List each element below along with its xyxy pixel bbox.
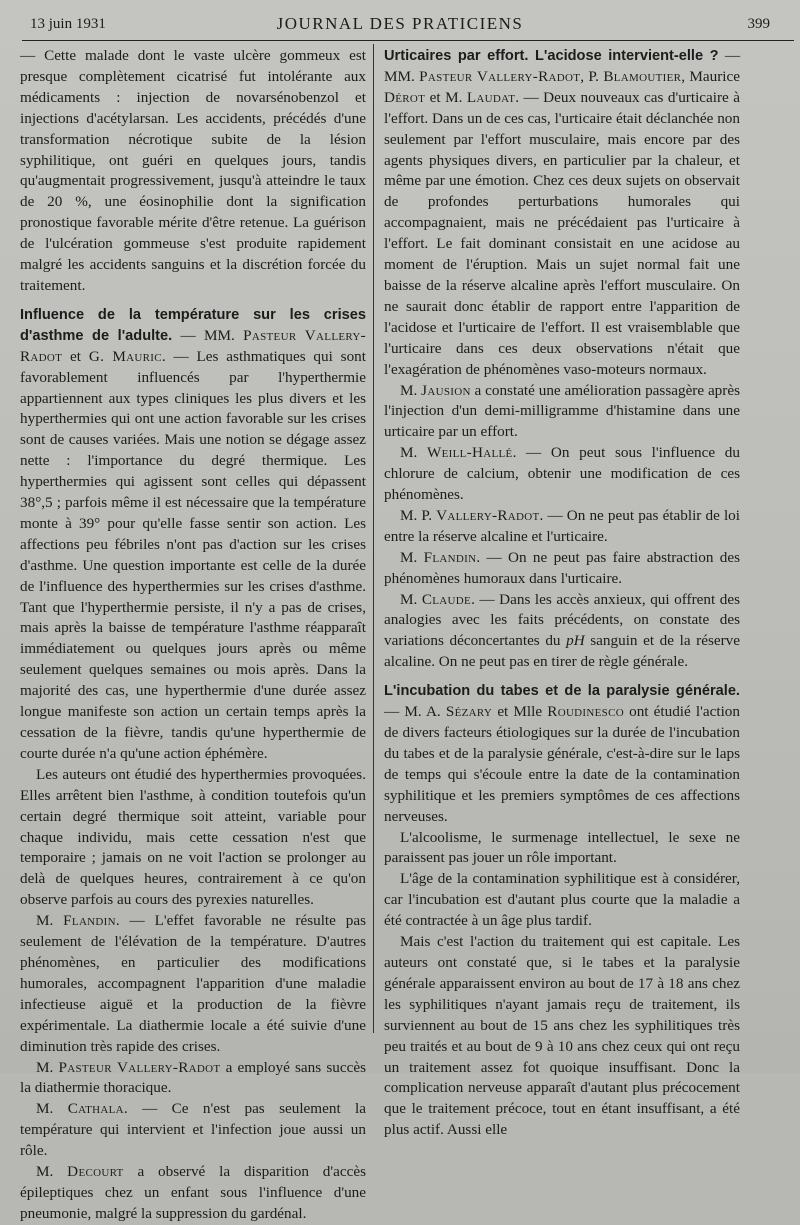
text-fragment: . — Dans les accès anxieux, qui offrent des analogies avec les faits précédents, on constate des variations déconcertantes du: [384, 590, 740, 650]
author-name: Pasteur Vallery-Radot: [20, 326, 366, 365]
speaker-name: Weill-Hallé: [426, 444, 513, 462]
left-column: [20, 46, 366, 1225]
author-name: Dérot: [384, 88, 426, 106]
text-fragment: a observé la disparition d'accès épileptiques chez un enfant sous l'influence d'une pneumonie, malgré la suppression du gardénal.: [20, 1163, 366, 1222]
paragraph-asthme: [20, 305, 366, 765]
text-fragment: M.: [36, 1163, 68, 1181]
header-rule: [22, 40, 794, 41]
text-fragment: M.: [400, 444, 427, 462]
paragraph-vallery-radot: [384, 506, 740, 548]
column-rule: [373, 44, 374, 1033]
text-fragment: M.: [36, 1100, 68, 1118]
text-fragment: — MM.: [384, 47, 740, 85]
section-heading-asthme: Influence de la température sur les crises d'asthme de l'adulte.: [20, 306, 366, 344]
paragraph-alcoolisme: L'alcoolisme, le surmenage intellectuel, le sexe ne paraissent pas jouer un rôle important.: [384, 828, 740, 867]
speaker-name: Pasteur Vallery-Radot: [58, 1058, 221, 1076]
speaker-name: Vallery-Radot: [436, 506, 540, 524]
speaker-name: Flandin: [423, 548, 477, 566]
author-name: Pasteur Vallery-Radot: [419, 67, 581, 85]
text-fragment: — MM.: [172, 326, 244, 344]
text-fragment: M.: [36, 1058, 59, 1076]
paragraph-incubation: [384, 681, 740, 827]
paragraph-weill-halle: [384, 443, 740, 506]
text-fragment: a constaté une amélioration passagère après l'injection d'un demi-milligramme d'histamine dans une urticaire par un effort.: [384, 381, 740, 441]
section-heading-urticaires: Urticaires par effort. L'acidose intervient-elle ?: [384, 48, 719, 64]
speaker-name: Claude: [421, 590, 472, 608]
text-fragment: . — On peut sous l'influence du chlorure de calcium, obtenir une modification de ces phénomènes.: [384, 444, 740, 504]
ph-term: pH: [566, 632, 585, 650]
text-fragment: et: [62, 347, 89, 365]
text-fragment: M.: [400, 590, 422, 608]
text-fragment: . — L'effet favorable ne résulte pas seulement de l'élévation de la température. D'autres phénomènes, en particulier des modifications humorales, accompagnent l'apparition d'une maladie infectieuse aiguë et la production de la fièvre expérimentale. La diathermie locale a été suivie d'une diminution très rapide des crises.: [20, 912, 366, 1055]
author-name: Roudinesco: [547, 703, 624, 721]
text-fragment: et Mlle: [492, 703, 548, 721]
paragraph-urticaires: [384, 46, 740, 381]
text-fragment: a employé sans succès la diathermie thoracique.: [20, 1058, 366, 1097]
speaker-name: Cathala: [67, 1100, 124, 1118]
paragraph-claude: [384, 590, 740, 674]
text-fragment: ont étudié l'action de divers facteurs étiologiques sur la durée de l'incubation du tabes et de la paralysie générale, c'est-à-dire sur le laps de temps qui s'écoule entre la date de la contamination syphilitique et les premiers symptômes de ces affections nerveuses.: [384, 703, 740, 825]
text-fragment: M. P.: [400, 506, 437, 524]
text-fragment: M.: [400, 381, 422, 399]
text-fragment: . — On ne peut pas faire abstraction des phénomènes humoraux dans l'urticaire.: [384, 548, 740, 587]
page-number: 399: [747, 16, 770, 32]
text-fragment: , Maurice: [681, 67, 741, 85]
paragraph-traitement: Mais c'est l'action du traitement qui est capitale. Les auteurs ont constaté que, si le tabes et la paralysie générale apparaissent environ au bout de 17 à 18 ans chez les syphilitiques n'ayant jamais reçu de traitement, ils surviennent au bout de 15 ans chez les syphilitiques très peu traités et au bout de 9 à 10 ans chez ceux qui ont reçu un traitement assez fot quoique insuffisant. Donc la complication nerveuse apparaît d'autant plus précocement que le traitement précoce, tout en étant insuffisant, a été plus actif. Aussi elle: [384, 933, 740, 1139]
paragraph-pasteur: [20, 1058, 366, 1100]
paragraph-flandin-2: [384, 548, 740, 590]
author-name: Sézary: [445, 703, 493, 721]
right-column: [384, 46, 740, 1141]
text-fragment: M.: [36, 912, 64, 930]
journal-title: JOURNAL DES PRATICIENS: [276, 14, 524, 33]
paragraph-auteurs: Les auteurs ont étudié des hyperthermies provoquées. Elles arrêtent bien l'asthme, à condition toutefois qu'un certain degré thermique soit atteint, variable pour chaque individu, mais cette cessation n'est que temporaire ; jamais on ne voit l'action se prolonger au delà de quelques heures, contrairement à ce qu'on observe parfois au cours des pyrexies naturelles.: [20, 765, 366, 909]
paragraph-flandin: [20, 911, 366, 1057]
paragraph-cathala: [20, 1099, 366, 1162]
speaker-name: Jausion: [421, 381, 471, 399]
author-name: Laudat: [466, 88, 516, 106]
running-head: [30, 14, 770, 36]
text-fragment: . — Les asthmatiques qui sont favorablement influencés par l'hyperthermie appartiennent aux types cliniques les plus divers et les hyperthermies qui ont une action favorable sur les crises sont de causes variées. Mais une notion se dégage assez nette : l'importance du degré thermique. Les hyperthermies qui agissent sont celles qui dépassent 38°,5 ; parfois même il est nécessaire que la température monte à 39° pour qu'elle fasse sentir son action. Les affections peu fébriles n'ont pas d'action sur les crises d'asthme. Une question importante est celle de la durée de l'influence des hyperthermies sur les crises d'asthme. Tant que l'hyperthermie persiste, il n'y a pas de crises, mais après la baisse de température l'asthme réapparaît immédiatement ou quelques jours après ou même seulement quelques semaines ou mois après. Dans la majorité des cas, une hyperthermie d'une durée assez longue manifeste son action un certain temps après la cessation de la fièvre, tandis qu'une hyperthermie de courte durée n'a qu'une action éphémère.: [20, 347, 366, 762]
section-heading-incubation: L'incubation du tabes et de la paralysie générale.: [384, 683, 740, 700]
paragraph-decourt: [20, 1162, 366, 1225]
speaker-name: Decourt: [67, 1163, 124, 1181]
text-fragment: M.: [400, 548, 424, 566]
text-fragment: . — Deux nouveaux cas d'urticaire à l'effort. Dans un de ces cas, l'urticaire était déclanchée non seulement par l'effort musculaire, mais encore par des agents physiques divers, en particulier par la chaleur, et même par une émotion. Chez ces deux sujets on observait de profondes perturbations humorales qui accompagnaient, mais ne précédaient pas l'urticaire à l'effort. Le fait dominant consistait en une acidose au moment de l'éruption. Mais un sujet normal fait une baisse de la réserve alcaline après l'effort musculaire. On ne saurait donc établir de rapport entre l'apparition de l'acidose et l'urticaire de l'effort. Il est vraisemblable que l'urticaire dans ces deux observations n'était que l'exagération de phénomènes vaso-moteurs normaux.: [384, 88, 740, 378]
text-fragment: . — On ne peut pas établir de loi entre la réserve alcaline et l'urticaire.: [384, 506, 740, 545]
text-fragment: . — Ce n'est pas seulement la température qui intervient et l'infection joue aussi un rôle.: [20, 1100, 366, 1160]
author-name: G. Mauric: [88, 347, 162, 365]
paragraph-age: L'âge de la contamination syphilitique est à considérer, car l'incubation est d'autant plus courte que la maladie a été contractée à un âge plus tardif.: [384, 870, 740, 930]
text-fragment: sanguin et de la réserve alcaline. On ne peut pas en tirer de règle générale.: [384, 632, 741, 671]
issue-date: 13 juin 1931: [30, 16, 106, 32]
text-fragment: et M.: [425, 88, 467, 106]
text-fragment: — M. A.: [384, 703, 446, 721]
author-name: Blamoutier: [603, 67, 682, 85]
paragraph-malade: — Cette malade dont le vaste ulcère gommeux est presque complètement cicatrisé fut intolérante aux médicaments : injection de novarsénobenzol et injections d'acétylarsan. Les accidents, précédés d'une transformation nécrotique subite de la lésion syphilitique, ont guéri en quelques jours, tandis qu'augmentait progressivement, jusqu'à atteindre le taux de 20 %, une éosinophilie dont la signification pronostique favorable mérite d'être retenue. La guérison de l'ulcération gommeuse s'est produite rapidement malgré les accidents sanguins et la discrétion forcée du traitement.: [20, 47, 366, 294]
speaker-name: Flandin: [63, 912, 116, 930]
text-fragment: , P.: [580, 67, 604, 85]
paragraph-jausion: [384, 381, 740, 444]
